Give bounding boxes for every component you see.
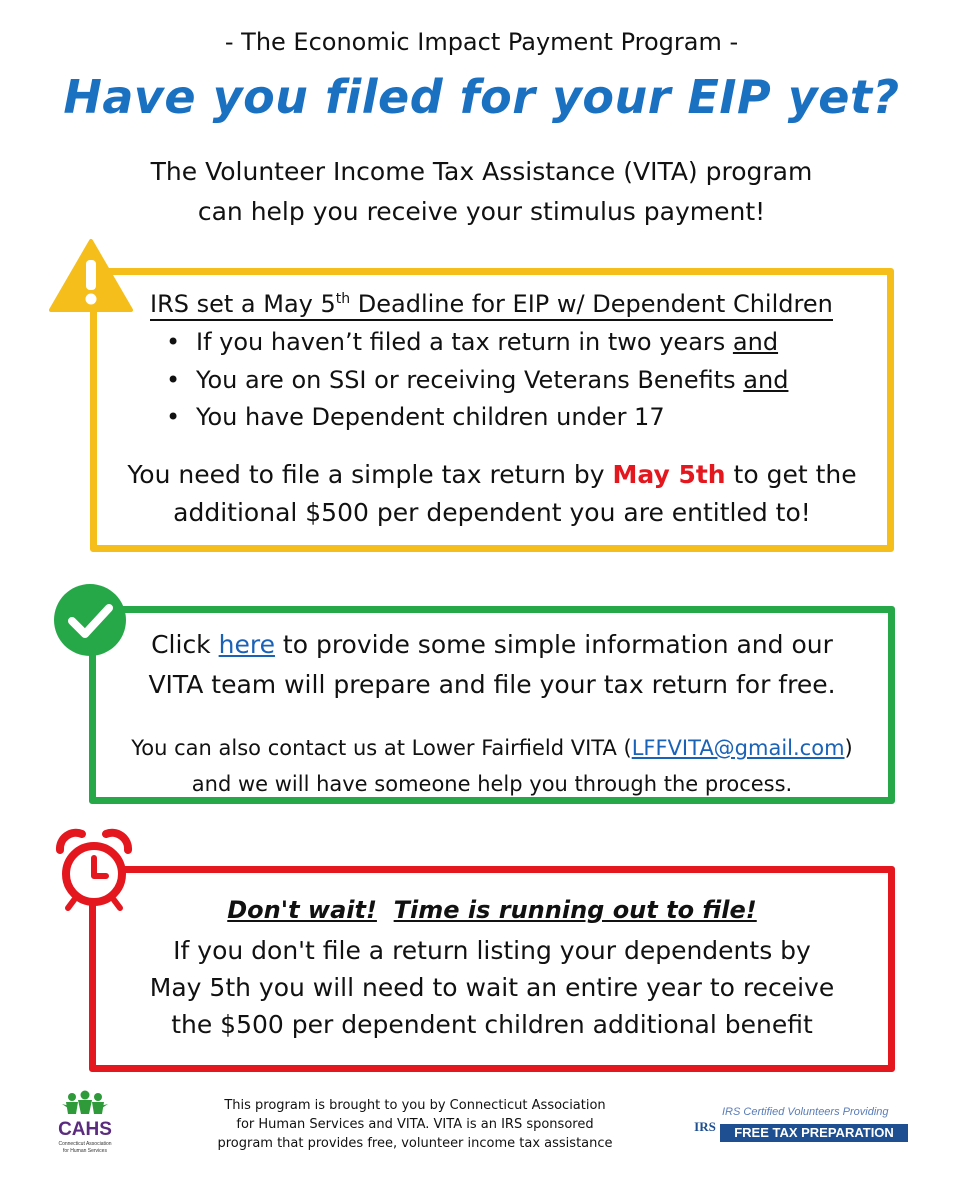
svg-text:Connecticut Association: Connecticut Association [58, 1141, 112, 1147]
warning-icon [48, 238, 134, 314]
cahs-logo [40, 1090, 130, 1158]
subtitle-line-1: The Volunteer Income Tax Assistance (VITA) program [150, 157, 813, 186]
deadline-heading: IRS set a May 5th Deadline for EIP w/ Dependent Children [150, 290, 833, 321]
requirement-item: • You have Dependent children under 17 [166, 403, 665, 431]
urgent-message: If you don't file a return listing your dependents by May 5th you will need to wait an entire year to receive the $500 per dependent children additional benefit [149, 936, 835, 1039]
irs-emblem-icon: IRS [694, 1119, 716, 1134]
urgent-heading: Don't wait! Time is running out to file! [227, 896, 757, 924]
requirement-item: • You are on SSI or receiving Veterans Benefits and [166, 366, 789, 394]
svg-text:for Human Services: for Human Services [63, 1148, 107, 1154]
contact-message: You can also contact us at Lower Fairfield VITA (LFFVITA@gmail.com) and we will have someone help you through the process. [131, 736, 853, 796]
deadline-message: You need to file a simple tax return by May 5th to get the additional $500 per dependent you are entitled to! [127, 460, 857, 527]
requirement-item: • If you haven’t filed a tax return in two years and [166, 328, 779, 356]
svg-text:CAHS: CAHS [58, 1119, 112, 1140]
irs-logo: IRS IRS Certified Volunteers Providing FREE TAX PREPARATION [690, 1102, 914, 1150]
deadline-date: May 5th [612, 460, 726, 489]
email-link[interactable]: LFFVITA@gmail.com [631, 736, 845, 760]
footer-text: This program is brought to you by Connecticut Association for Human Services and VITA. VITA is an IRS sponsored program that provides free, volunteer income tax assistance [217, 1098, 613, 1151]
subtitle [0, 152, 963, 232]
subtitle-line-2: can help you receive your stimulus payment! [197, 197, 766, 226]
pretitle: - The Economic Impact Payment Program - [224, 28, 739, 56]
click-message: Click here to provide some simple information and our VITA team will prepare and file your tax return for free. [148, 630, 836, 699]
here-link[interactable]: here [218, 630, 275, 659]
page-title: Have you filed for your EIP yet? [63, 70, 900, 124]
